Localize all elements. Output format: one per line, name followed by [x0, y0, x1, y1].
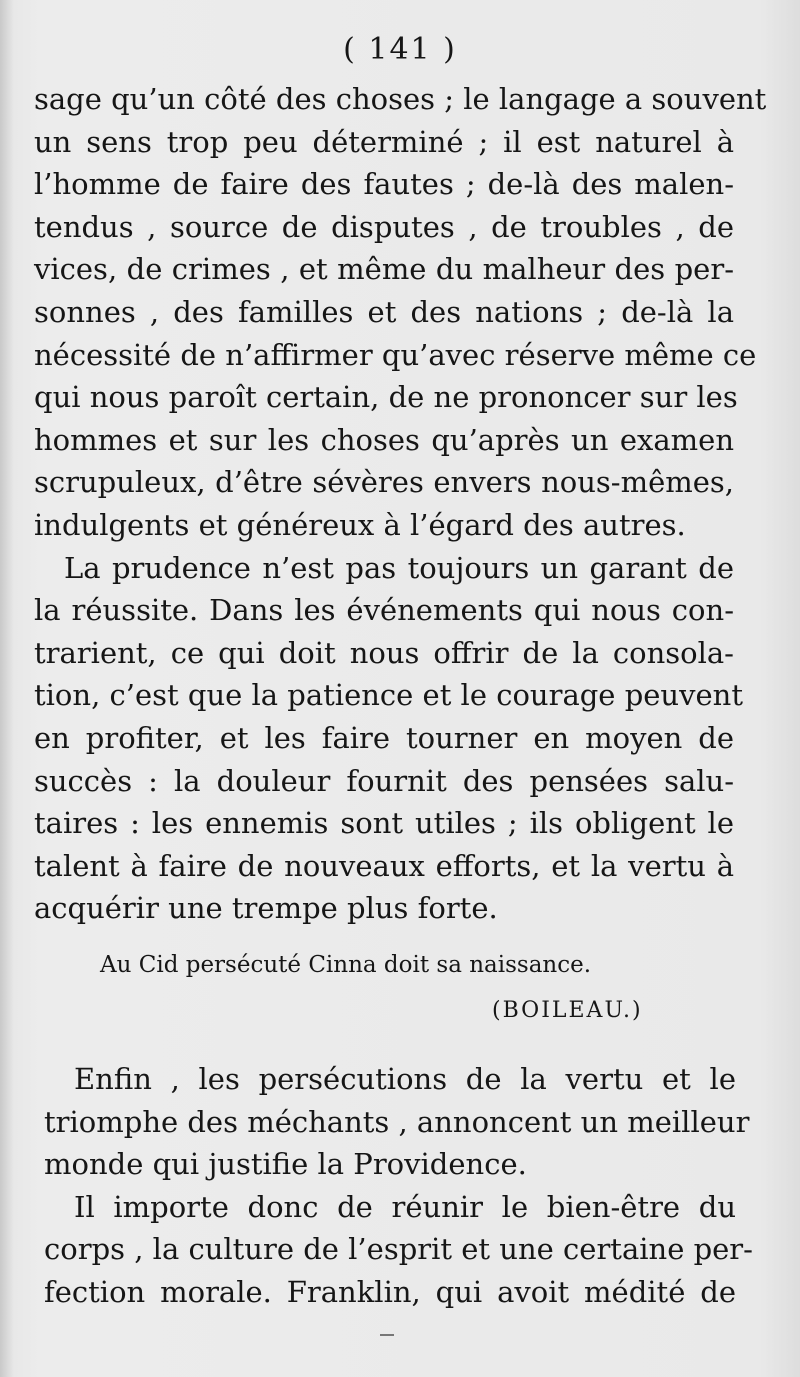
- text-line: tion, c’est que la patience et le courage peuvent: [34, 678, 743, 713]
- text-line: hommes et sur les choses qu’après un examen: [34, 422, 734, 457]
- page-mark: [380, 1334, 394, 1336]
- text-line: acquérir une trempe plus forte.: [34, 891, 498, 926]
- text-line: en profiter, et les faire tourner en moyen de: [34, 720, 734, 755]
- text-line: scrupuleux, d’être sévères envers nous-mêmes,: [34, 465, 734, 500]
- text-line: trarient, ce qui doit nous offrir de la consola-: [34, 635, 734, 670]
- text-line: corps , la culture de l’esprit et une certaine per-: [44, 1232, 753, 1267]
- text-line: qui nous paroît certain, de ne prononcer sur les: [34, 380, 738, 415]
- text-line: Enfin , les persécutions de la vertu et le: [74, 1062, 736, 1096]
- verse-quotation: Au Cid persécuté Cinna doit sa naissance.: [100, 952, 592, 978]
- text-line: taires : les ennemis sont utiles ; ils obligent le: [34, 806, 734, 841]
- text-line: sonnes , des familles et des nations ; de-là la: [34, 294, 734, 329]
- body-text-lower: [44, 1058, 753, 1314]
- text-line: un sens trop peu déterminé ; il est naturel à: [34, 124, 734, 159]
- text-line: fection morale. Franklin, qui avoit médité de: [44, 1274, 736, 1309]
- text-line: l’homme de faire des fautes ; de-là des malen-: [34, 167, 734, 202]
- text-line: succès : la douleur fournit des pensées salu-: [34, 763, 734, 798]
- text-line: vices, de crimes , et même du malheur des per-: [34, 252, 734, 287]
- text-line: nécessité de n’affirmer qu’avec réserve même ce: [34, 337, 757, 372]
- text-line: talent à faire de nouveaux efforts, et la vertu à: [34, 848, 734, 883]
- text-line: la réussite. Dans les événements qui nous con-: [34, 593, 734, 628]
- body-text-upper: [34, 78, 767, 930]
- text-line: tendus , source de disputes , de troubles , de: [34, 209, 734, 244]
- page-number: ( 141 ): [343, 32, 457, 67]
- text-line: La prudence n’est pas toujours un garant de: [64, 550, 734, 585]
- text-line: triomphe des méchants , annoncent un meilleur: [44, 1104, 750, 1139]
- quotation-attribution: (BOILEAU.): [492, 998, 643, 1023]
- text-line: indulgents et généreux à l’égard des autres.: [34, 507, 686, 542]
- text-line: monde qui justifie la Providence.: [44, 1147, 527, 1182]
- text-line: sage qu’un côté des choses ; le langage a souvent: [34, 82, 767, 116]
- text-line: Il importe donc de réunir le bien-être du: [74, 1189, 736, 1224]
